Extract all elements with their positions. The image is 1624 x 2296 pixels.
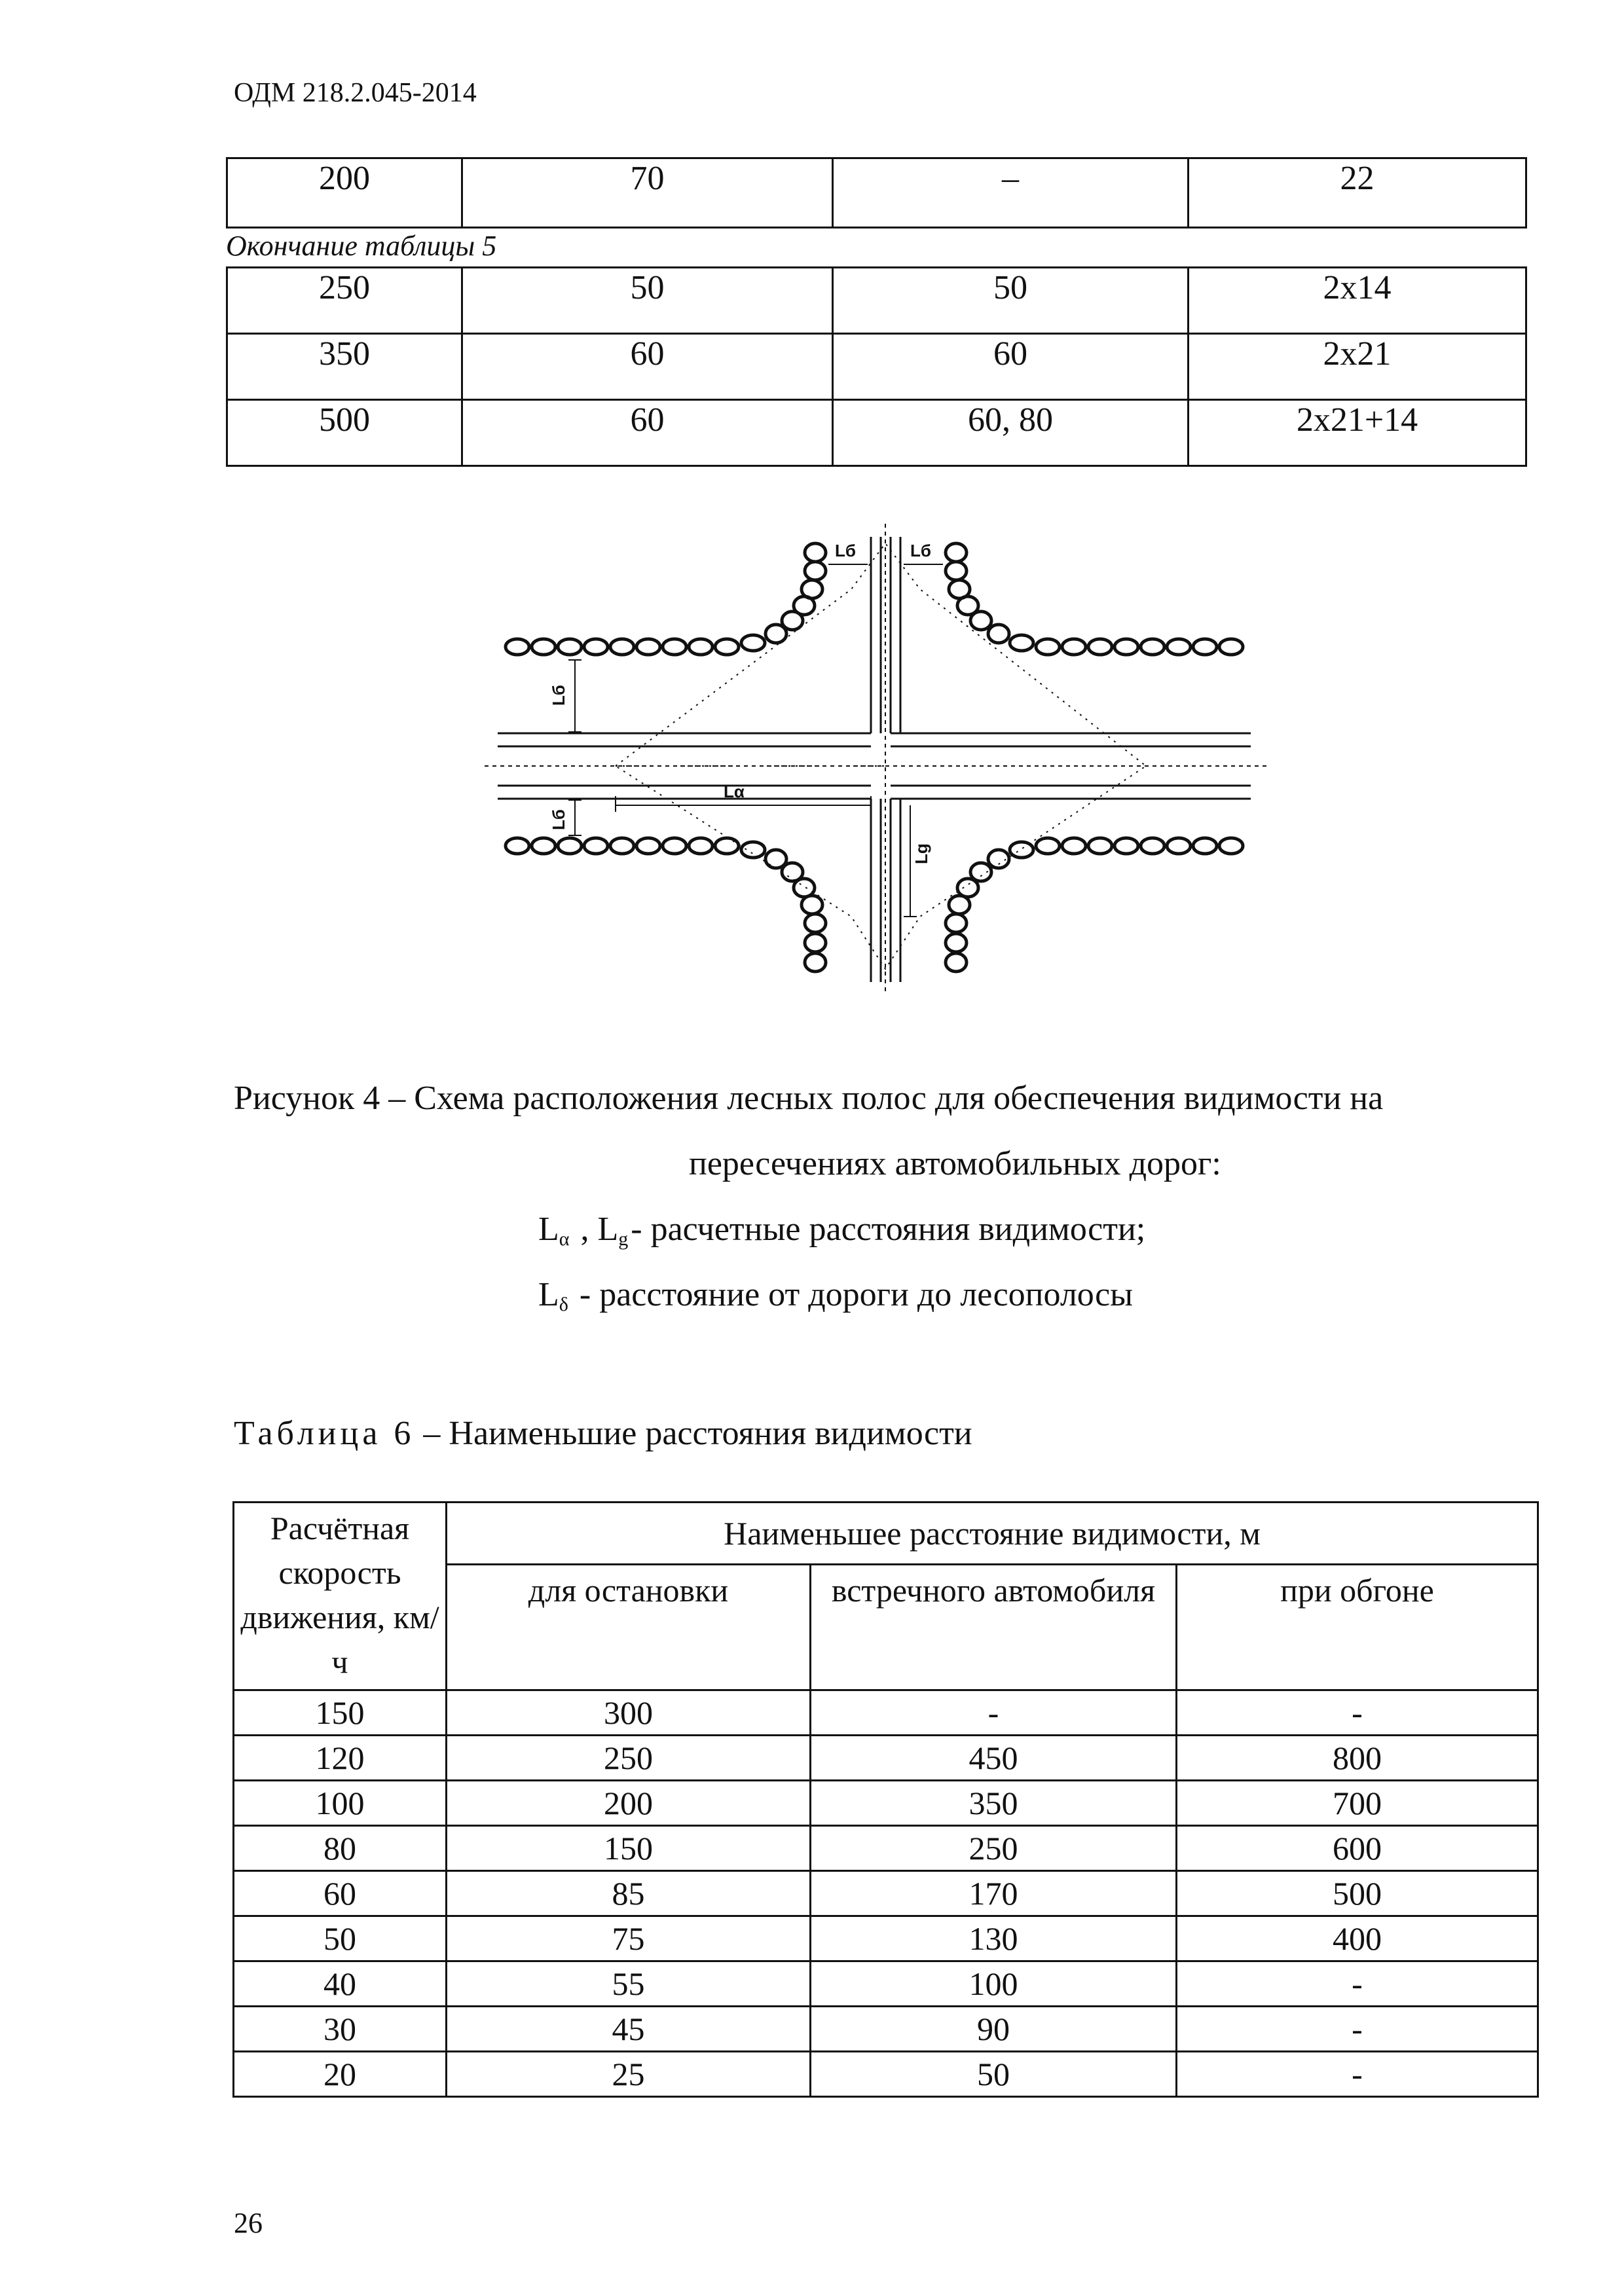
table-row (234, 1736, 1538, 1781)
table-row (234, 2052, 1538, 2097)
column-header-oncoming: встречного автомобиля (811, 1564, 1177, 1690)
table-cell: 300 (447, 1690, 811, 1736)
table-cell: - (1177, 2052, 1538, 2097)
table-cell: 500 (1177, 1871, 1538, 1916)
table5-top-fragment (226, 157, 1527, 228)
table-cell: 350 (811, 1781, 1177, 1826)
table-row (234, 1826, 1538, 1871)
table-cell: - (1177, 1961, 1538, 2007)
table-cell: 90 (811, 2007, 1177, 2052)
table-cell: 170 (811, 1871, 1177, 1916)
forest-belt-upper-left (506, 543, 826, 655)
table-cell: 40 (234, 1961, 447, 2007)
table-cell: 80 (234, 1826, 447, 1871)
table-row (227, 158, 1526, 228)
table-row (227, 268, 1526, 334)
table-cell: 75 (447, 1916, 811, 1961)
table-cell: 2х21 (1189, 334, 1526, 400)
column-header-speed: Расчётная скорость движения, км/ч (234, 1503, 447, 1690)
table-cell: 30 (234, 2007, 447, 2052)
table-header-row (234, 1503, 1538, 1565)
table-cell: 60 (462, 334, 833, 400)
table-cell: 700 (1177, 1781, 1538, 1826)
table-row (234, 2007, 1538, 2052)
page-number: 26 (234, 2207, 263, 2239)
table-cell: 400 (1177, 1916, 1538, 1961)
table-cell: 130 (811, 1916, 1177, 1961)
road-centerlines (485, 524, 1270, 995)
figure-caption-line3 (538, 1210, 1145, 1248)
table-row (227, 400, 1526, 466)
table-cell: 60 (234, 1871, 447, 1916)
table-cell: 350 (227, 334, 462, 400)
table6-sight-distances (232, 1501, 1539, 2098)
figure-caption-line4 (538, 1275, 1133, 1314)
table-cell: 45 (447, 2007, 811, 2052)
forest-belt-upper-right (946, 543, 1243, 655)
table-row (234, 1916, 1538, 1961)
table-cell: – (833, 158, 1189, 228)
symbol-l: L (538, 1211, 559, 1248)
table-cell: 20 (234, 2052, 447, 2097)
table-cell: 600 (1177, 1826, 1538, 1871)
table-cell: 250 (811, 1826, 1177, 1871)
table-cell: 85 (447, 1871, 811, 1916)
table-cell: 60 (462, 400, 833, 466)
dimension-labels (549, 541, 931, 864)
table-cell: 22 (1189, 158, 1526, 228)
forest-belt-lower-left (506, 838, 826, 972)
subscript-alpha: α (559, 1228, 570, 1250)
table-cell: 50 (833, 268, 1189, 334)
forest-belt (506, 543, 1243, 972)
table-cell: 70 (462, 158, 833, 228)
table-row (227, 334, 1526, 400)
table-cell: 250 (447, 1736, 811, 1781)
l-g-label: Lg (912, 843, 931, 864)
subscript-delta: δ (559, 1294, 568, 1315)
l-delta-label-left-upper: Lб (549, 685, 568, 706)
table-cell: 100 (234, 1781, 447, 1826)
intersection-forest-belt-diagram (485, 524, 1270, 995)
subscript-g: g (618, 1228, 629, 1250)
table-cell: 800 (1177, 1736, 1538, 1781)
table-title-text: – Наименьшие расстояния видимости (415, 1415, 972, 1452)
table-cell: 100 (811, 1961, 1177, 2007)
table-row (234, 1961, 1538, 2007)
table-cell: 25 (447, 2052, 811, 2097)
table-cell: 200 (227, 158, 462, 228)
table-cell: 50 (462, 268, 833, 334)
document-header: ОДМ 218.2.045-2014 (234, 78, 477, 108)
column-group-header: Наименьшее расстояние видимости, м (447, 1503, 1538, 1565)
table-cell: 450 (811, 1736, 1177, 1781)
l-delta-label-left-lower: Lб (549, 809, 568, 830)
table-cell: 50 (811, 2052, 1177, 2097)
table-cell: 60 (833, 334, 1189, 400)
table-cell: 150 (234, 1690, 447, 1736)
table-cell: - (1177, 2007, 1538, 2052)
table-row (234, 1871, 1538, 1916)
caption-definition-text: - расстояние от дороги до лесополосы (570, 1276, 1134, 1313)
l-alpha-label: Lα (724, 782, 745, 801)
l-delta-label-top-right: Lб (910, 541, 931, 560)
table-cell: 2х21+14 (1189, 400, 1526, 466)
table-row (234, 1690, 1538, 1736)
table-cell: 120 (234, 1736, 447, 1781)
table-number-label: Таблица 6 (234, 1415, 415, 1452)
figure-caption-line2: пересечениях автомобильных дорог: (689, 1145, 1221, 1182)
table6-title (234, 1414, 972, 1453)
caption-definition-text: - расчетные расстояния видимости; (631, 1211, 1146, 1248)
figure-caption-line1: Рисунок 4 – Схема расположения лесных полос для обеспечения видимости на (234, 1080, 1384, 1117)
table-cell: 55 (447, 1961, 811, 2007)
table-continuation-label: Окончание таблицы 5 (226, 230, 497, 262)
table-cell: 200 (447, 1781, 811, 1826)
dimension-lines (568, 564, 943, 917)
table-cell: - (811, 1690, 1177, 1736)
table-cell: 2х14 (1189, 268, 1526, 334)
symbol-l: L (538, 1276, 559, 1313)
forest-belt-lower-right (946, 838, 1243, 972)
l-delta-label-top-left: Lб (835, 541, 856, 560)
table-row (234, 1781, 1538, 1826)
table-cell: 250 (227, 268, 462, 334)
table5-continuation (226, 266, 1527, 467)
symbol-separator: , L (572, 1211, 619, 1248)
column-header-overtaking: при обгоне (1177, 1564, 1538, 1690)
table-cell: 50 (234, 1916, 447, 1961)
column-header-stopping: для остановки (447, 1564, 811, 1690)
table-cell: 60, 80 (833, 400, 1189, 466)
table-cell: - (1177, 1690, 1538, 1736)
table-cell: 150 (447, 1826, 811, 1871)
table-cell: 500 (227, 400, 462, 466)
